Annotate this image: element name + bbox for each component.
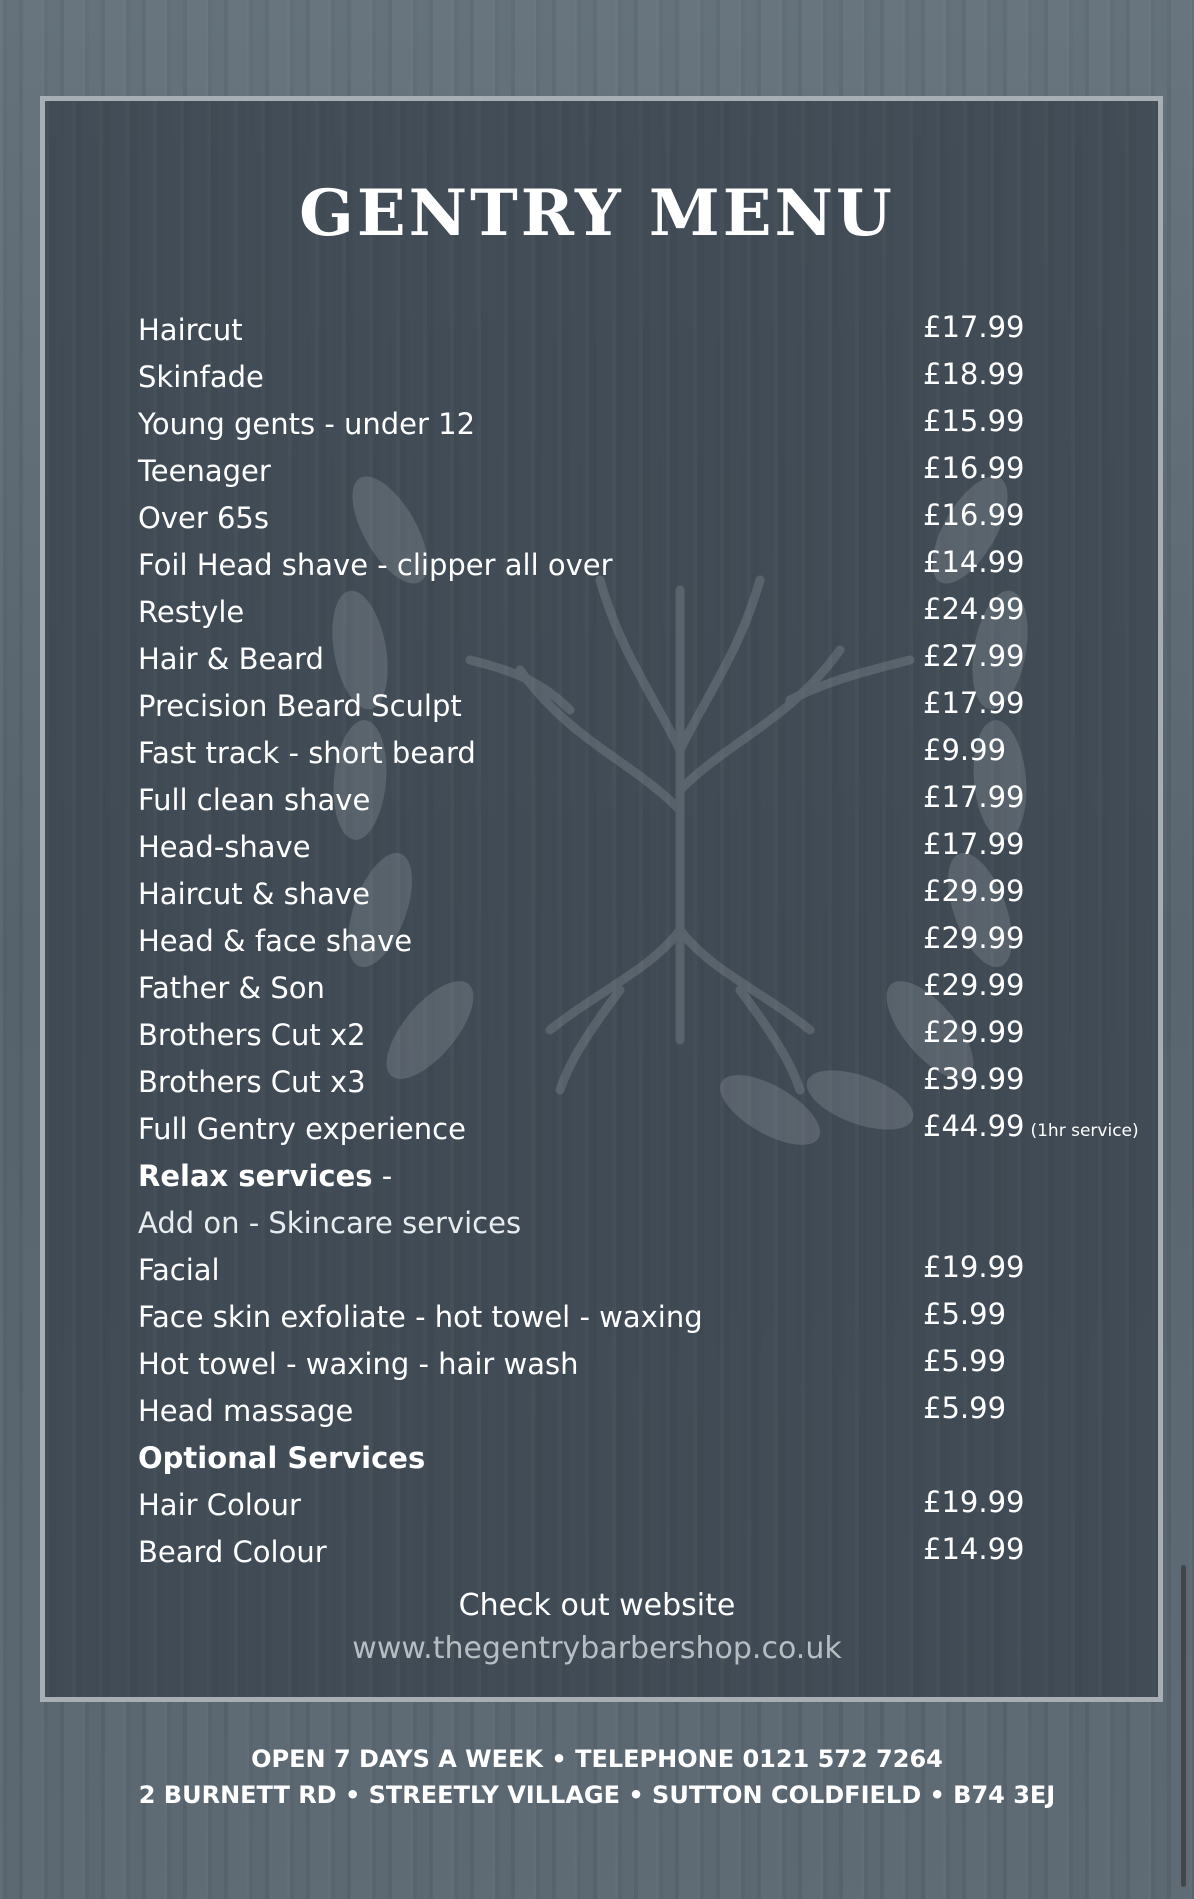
opening-hours-telephone: OPEN 7 DAYS A WEEK • TELEPHONE 0121 572 7264 xyxy=(251,1745,943,1773)
list-item xyxy=(138,352,1138,399)
service-name: Brothers Cut x2 xyxy=(138,1018,366,1052)
service-price: £9.99 xyxy=(923,733,1007,767)
list-item xyxy=(138,1339,1138,1386)
service-price: £29.99 xyxy=(923,1015,1025,1049)
section-heading-group xyxy=(138,1151,392,1201)
service-name: Over 65s xyxy=(138,501,269,535)
list-item xyxy=(138,681,1138,728)
list-item xyxy=(138,1057,1138,1104)
service-price: £39.99 xyxy=(923,1062,1025,1096)
service-name: Facial xyxy=(138,1253,220,1287)
service-name: Skinfade xyxy=(138,360,264,394)
list-item xyxy=(138,540,1138,587)
menu-title: GENTRY MENU xyxy=(299,176,895,251)
address-line: 2 BURNETT RD • STREETLY VILLAGE • SUTTON COLDFIELD • B74 3EJ xyxy=(138,1781,1056,1809)
list-item xyxy=(138,1104,1138,1151)
optional-services-heading: Optional Services xyxy=(138,1441,426,1475)
service-price: £5.99 xyxy=(923,1344,1007,1378)
service-price: £17.99 xyxy=(923,827,1025,861)
list-item xyxy=(138,399,1138,446)
service-price: £5.99 xyxy=(923,1391,1007,1425)
relax-heading-suffix: - xyxy=(372,1159,393,1193)
service-name: Head-shave xyxy=(138,830,311,864)
list-item xyxy=(138,916,1138,963)
service-duration-note: (1hr service) xyxy=(1030,1121,1139,1141)
service-price: £24.99 xyxy=(923,592,1025,626)
list-item xyxy=(138,1480,1138,1527)
service-name: Hot towel - waxing - hair wash xyxy=(138,1347,579,1381)
website-label: Check out website xyxy=(458,1588,736,1623)
list-item xyxy=(138,963,1138,1010)
service-name: Foil Head shave - clipper all over xyxy=(138,548,613,582)
service-price: £19.99 xyxy=(923,1250,1025,1284)
list-item xyxy=(138,493,1138,540)
service-price: £44.99 xyxy=(923,1109,1025,1143)
service-name: Father & Son xyxy=(138,971,325,1005)
website-link[interactable]: www.thegentrybarbershop.co.uk xyxy=(352,1631,842,1666)
list-item xyxy=(138,1527,1138,1574)
service-name: Full Gentry experience xyxy=(138,1112,466,1146)
service-price: £29.99 xyxy=(923,968,1025,1002)
service-name: Head massage xyxy=(138,1394,354,1428)
service-name: Fast track - short beard xyxy=(138,736,476,770)
service-name: Head & face shave xyxy=(138,924,413,958)
list-item xyxy=(138,1292,1138,1339)
list-item xyxy=(138,869,1138,916)
service-price: £29.99 xyxy=(923,874,1025,908)
service-name: Precision Beard Sculpt xyxy=(138,689,462,723)
list-item xyxy=(138,822,1138,869)
service-price: £29.99 xyxy=(923,921,1025,955)
service-name: Brothers Cut x3 xyxy=(138,1065,366,1099)
service-name: Hair & Beard xyxy=(138,642,324,676)
service-price-group xyxy=(923,1101,1139,1156)
service-name: Full clean shave xyxy=(138,783,371,817)
list-item xyxy=(138,728,1138,775)
list-item xyxy=(138,1245,1138,1292)
service-price: £16.99 xyxy=(923,498,1025,532)
service-name: Teenager xyxy=(138,454,271,488)
service-name: Young gents - under 12 xyxy=(138,407,476,441)
service-price: £17.99 xyxy=(923,686,1025,720)
list-item xyxy=(138,1010,1138,1057)
service-price: £18.99 xyxy=(923,357,1025,391)
service-price: £14.99 xyxy=(923,545,1025,579)
scrollbar[interactable] xyxy=(1181,1565,1186,1887)
service-price: £17.99 xyxy=(923,780,1025,814)
list-item xyxy=(138,634,1138,681)
relax-services-heading: Relax services xyxy=(138,1159,373,1193)
service-price: £14.99 xyxy=(923,1532,1025,1566)
service-name: Face skin exfoliate - hot towel - waxing xyxy=(138,1300,703,1334)
price-list xyxy=(138,305,1138,1574)
service-price: £5.99 xyxy=(923,1297,1007,1331)
section-heading xyxy=(138,1433,1138,1480)
add-on-subheading: Add on - Skincare services xyxy=(138,1206,522,1240)
section-subheading xyxy=(138,1198,1138,1245)
service-price: £27.99 xyxy=(923,639,1025,673)
service-name: Beard Colour xyxy=(138,1535,327,1569)
service-price: £15.99 xyxy=(923,404,1025,438)
service-price: £16.99 xyxy=(923,451,1025,485)
service-name: Restyle xyxy=(138,595,245,629)
service-name: Haircut & shave xyxy=(138,877,370,911)
service-price: £17.99 xyxy=(923,310,1025,344)
list-item xyxy=(138,587,1138,634)
service-price: £19.99 xyxy=(923,1485,1025,1519)
list-item xyxy=(138,775,1138,822)
list-item xyxy=(138,305,1138,352)
section-heading xyxy=(138,1151,1138,1198)
list-item xyxy=(138,1386,1138,1433)
service-name: Haircut xyxy=(138,313,243,347)
list-item xyxy=(138,446,1138,493)
service-name: Hair Colour xyxy=(138,1488,301,1522)
